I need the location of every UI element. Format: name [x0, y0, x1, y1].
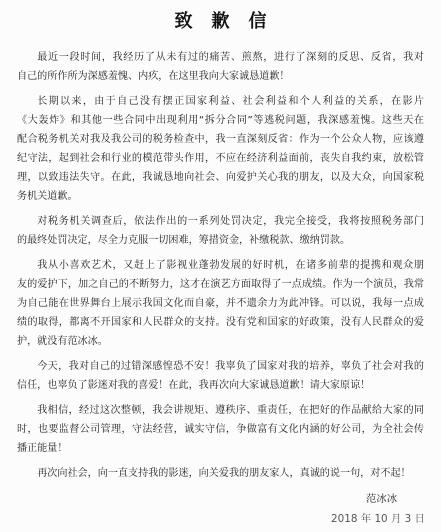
text-line: 为自己能在世界舞台上展示我国文化而自豪，并不遗余力为此冲锋。可以说，我每一点成 [17, 298, 424, 309]
text-line: 播正能量！ [17, 443, 68, 454]
text-line: 纪守法，起到社会和行业的模范带头作用，不应在经济利益面前，丧失自我约束，放松管 [17, 153, 424, 164]
text-line: 再次向社会，向一直支持我的影迷，向关爱我的朋友家人，真诚的说一句，对不起！ [37, 468, 411, 479]
text-line: 今天，我对自己的过错深感惶恐不安！我辜负了国家对我的培养，辜负了社会对我的 [37, 361, 424, 372]
text-line: 自己的所作所为深感羞愧、内疚，在这里我向大家诚恳道歉！ [17, 71, 290, 82]
paragraph-7 [17, 464, 424, 483]
letter-body [17, 48, 424, 489]
text-line: 我从小喜欢艺术，又赶上了影视业蓬勃发展的好时机，在诸多前辈的提携和观众朋 [37, 260, 424, 271]
text-line: 务机关道歉。 [17, 191, 78, 202]
paragraph-4 [17, 256, 424, 351]
paragraph-1 [17, 48, 424, 86]
text-line: 友的爱护下，加之自己的不断努力，这才在演艺方面取得了一点成绩。作为一个演员，我常 [17, 279, 424, 290]
signature: 范冰冰 [366, 493, 398, 505]
text-line: 绩的取得，都离不开国家和人民群众的支持。没有党和国家的好政策，没有人民群众的爱 [17, 317, 424, 328]
text-line: 《大轰炸》和其他一些合同中出现利用“拆分合同”等逃税问题，我深感羞愧。这些天在 [17, 115, 424, 126]
text-line: 时，也要监督公司管理，守法经营，诚实守信，争做富有文化内涵的好公司，为全社会传 [17, 424, 424, 435]
text-line: 配合税务机关对我及我公司的税务检查中，我一直深刻反省：作为一个公众人物，应该遵 [17, 134, 424, 145]
text-line: 长期以来，由于自己没有摆正国家利益、社会利益和个人利益的关系，在影片 [37, 96, 424, 107]
paragraph-6 [17, 401, 424, 458]
paragraph-5 [17, 357, 424, 395]
text-line: 我相信，经过这次整顿，我会讲规矩、遵秩序、重责任，在把好的作品献给大家的同 [37, 405, 424, 416]
text-line: 对税务机关调查后，依法作出的一系列处罚决定，我完全接受，我将按照税务部门 [37, 216, 424, 227]
text-line: 最近一段时间，我经历了从未有过的痛苦、煎熬，进行了深刻的反思、反省，我对 [37, 52, 424, 63]
text-line: 信任，也辜负了影迷对我的喜爱！在此，我再次向大家诚恳道歉！请大家原谅！ [17, 380, 371, 391]
paragraph-3 [17, 212, 424, 250]
document-title: 致歉信 [174, 11, 286, 32]
text-line: 的最终处罚决定，尽全力克服一切困难，筹措资金，补缴税款、缴纳罚款。 [17, 235, 351, 246]
text-line: 护，就没有范冰冰。 [17, 336, 108, 347]
paragraph-2 [17, 92, 424, 206]
date: 2018 年 10 月 3 日 [331, 513, 425, 525]
text-line: 理，以致违法失守。在此，我诚恳地向社会、向爱护关心我的朋友，以及大众，向国家税 [17, 172, 424, 183]
